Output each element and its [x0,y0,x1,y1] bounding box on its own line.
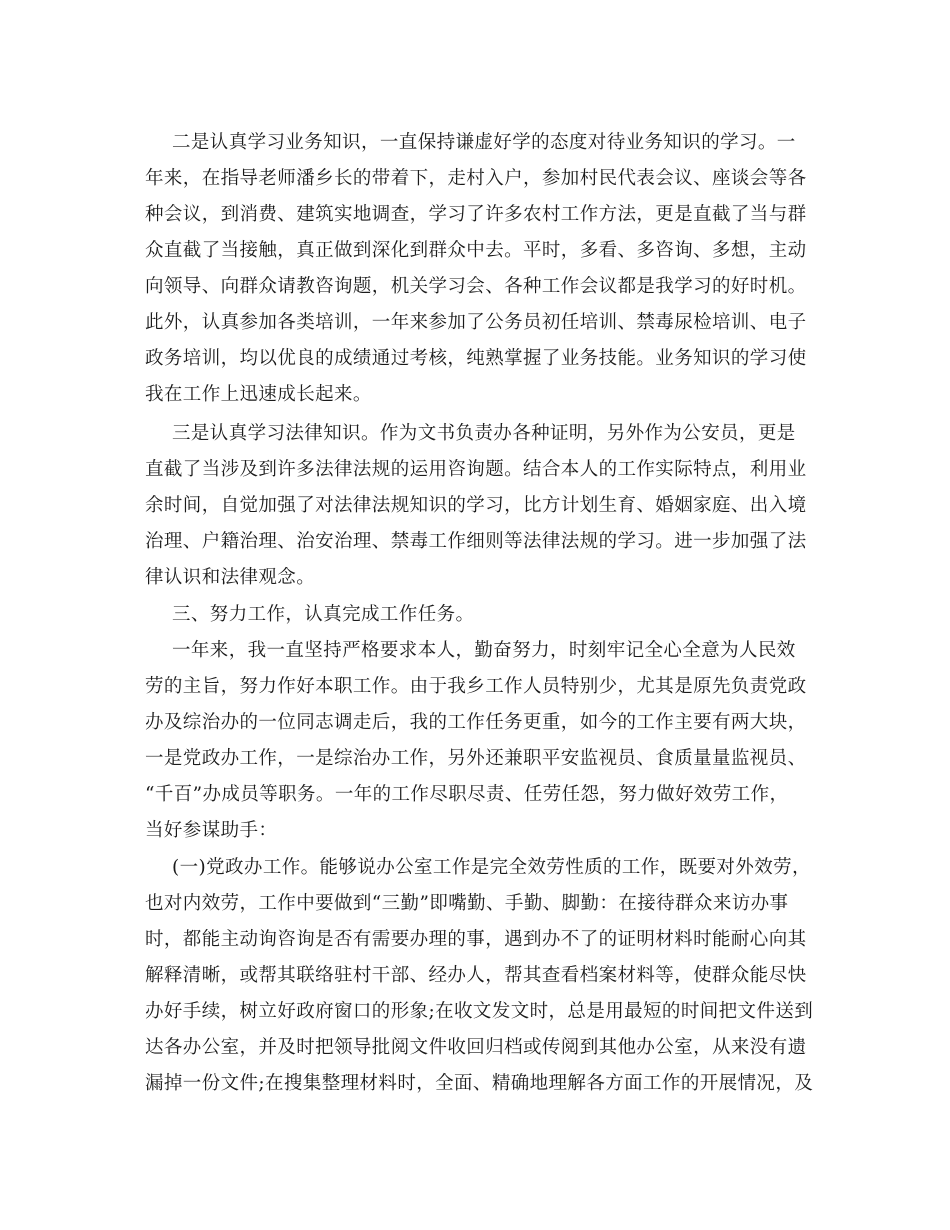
text-line: 达各办公室，并及时把领导批阅文件收回归档或传阅到其他办公室，从来没有遗 [145,1037,807,1058]
text-line: 直截了当涉及到许多法律法规的运用咨询题。结合本人的工作实际特点，利用业 [145,459,807,480]
text-line: “千百”办成员等职务。一年的工作尽职尽责、任劳任怨，努力做好效劳工作， [145,784,789,805]
text-line: 众直截了当接触，真正做到深化到群众中去。平时，多看、多咨询、多想，主动 [145,240,807,261]
text-line: 余时间，自觉加强了对法律法规知识的学习，比方计划生育、婚姻家庭、出入境 [145,495,807,516]
text-line: 办及综治办的一位同志调走后，我的工作任务更重，如今的工作主要有两大块， [145,712,807,733]
text-line: 一年来，我一直坚持严格要求本人，勤奋努力，时刻牢记全心全意为人民效 [172,640,796,661]
text-line: 当好参谋助手： [145,820,278,841]
text-line: 向领导、向群众请教咨询题，机关学习会、各种工作会议都是我学习的好时机。 [145,276,807,297]
text-line: 也对内效劳，工作中要做到“三勤”即嘴勤、手勤、脚勤：在接待群众来访办事 [145,893,789,914]
text-line: 劳的主旨，努力作好本职工作。由于我乡工作人员特别少，尤其是原先负责党政 [145,676,807,697]
text-line: 种会议，到消费、建筑实地调查，学习了许多农村工作方法，更是直截了当与群 [145,204,807,225]
text-line: 办好手续，树立好政府窗口的形象;在收文发文时，总是用最短的时间把文件送到 [145,1001,814,1022]
text-line: 律认识和法律观念。 [145,567,316,588]
text-line: 漏掉一份文件;在搜集整理材料时，全面、精确地理解各方面工作的开展情况，及 [145,1073,814,1094]
text-line: 一是党政办工作，一是综治办工作，另外还兼职平安监视员、食质量量监视员、 [145,748,807,769]
text-line: 三是认真学习法律知识。作为文书负责办各种证明，另外作为公安员，更是 [172,423,796,444]
text-line: 解释清晰，或帮其联络驻村干部、经办人，帮其查看档案材料等，使群众能尽快 [145,965,807,986]
text-line: 我在工作上迅速成长起来。 [145,384,372,405]
text-line: 此外，认真参加各类培训，一年来参加了公务员初任培训、禁毒尿检培训、电子 [145,312,807,333]
text-line: (一)党政办工作。能够说办公室工作是完全效劳性质的工作，既要对外效劳， [172,857,811,878]
text-line: 政务培训，均以优良的成绩通过考核，纯熟掌握了业务技能。业务知识的学习使 [145,348,807,369]
text-line: 二是认真学习业务知识，一直保持谦虚好学的态度对待业务知识的学习。一 [172,132,796,153]
text-line: 年来，在指导老师潘乡长的带着下，走村入户，参加村民代表会议、座谈会等各 [145,168,807,189]
text-line: 时，都能主动询咨询是否有需要办理的事，遇到办不了的证明材料时能耐心向其 [145,929,807,950]
section-heading: 三、努力工作，认真完成工作任务。 [172,604,475,625]
text-line: 治理、户籍治理、治安治理、禁毒工作细则等法律法规的学习。进一步加强了法 [145,531,807,552]
